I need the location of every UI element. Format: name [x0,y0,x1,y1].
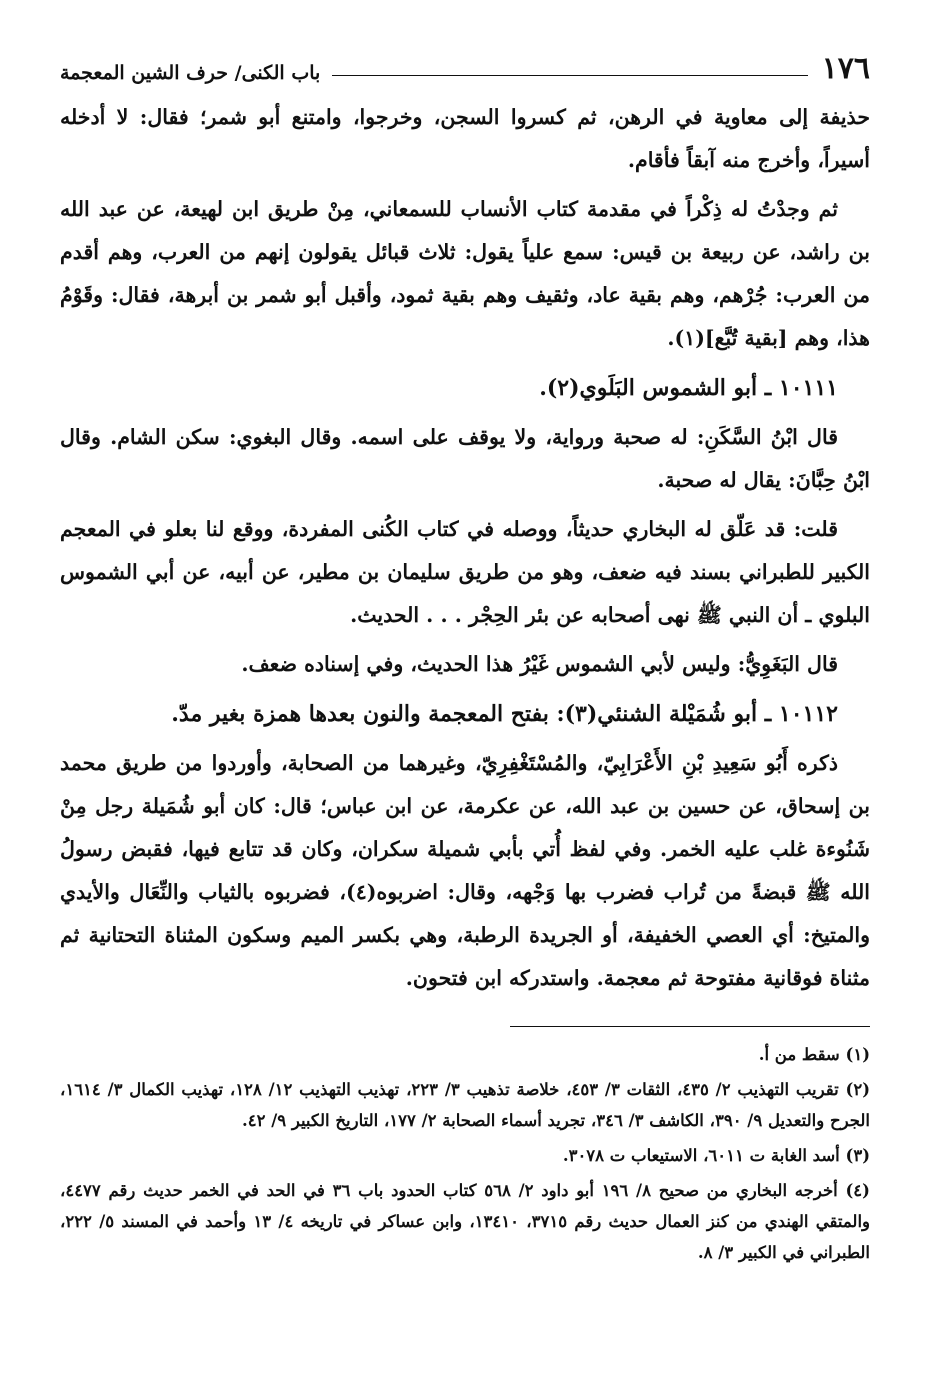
book-page [60,40,870,1272]
paragraph-continuation: حذيفة إلى معاوية في الرهن، ثم كسروا السجن، وخرجوا، وامتنع أبو شمر؛ فقال: لا أدخله أسيراً، وأخرج منه آبقاً فأقام. [60,105,870,172]
running-title: باب الكنى/ حرف الشين المعجمة [60,62,321,84]
paragraph-bukhari: قلت: قد عَلّق له البخاري حديثاً، ووصله في كتاب الكُنى المفردة، ووقع لنا بعلو في المعجم الكبير للطبراني بسند فيه ضعف، وهو من طريق سليمان بن مطير، عن أبيه، عن أبي الشموس البلوي ـ أن النبي ﷺ نهى أصحابه عن بئر الحِجْر . . . الحديث. [60,517,870,627]
page-number: ١٧٦ [821,51,870,86]
footnote-1: (١) سقط من أ. [758,1045,870,1064]
main-text [60,96,870,1000]
footnote-2: (٢) تقريب التهذيب ٢/ ٤٣٥، الثقات ٣/ ٤٥٣، خلاصة تذهيب ٣/ ٢٢٣، تهذيب التهذيب ١٢/ ١٢٨، تهذيب الكمال ٣/ ١٦١٤، الجرح والتعديل ٩/ ٣٩٠، الكاشف ٣/ ٣٤٦، تجريد أسماء الصحابة ٢/ ١٧٧، التاريخ الكبير ٩/ ٤٢. [60,1080,870,1130]
paragraph-abu-shumayla: ذكره أَبُو سَعِيدِ بْنِ الأَعْرَابِيّ، والمُسْتَغْفِرِيّ، وغيرهما من الصحابة، وأوردوا من طريق محمد بن إسحاق، عن حسين بن عبد الله، عن عكرمة، عن ابن عباس؛ قال: كان أبو شُمَيلة رجل مِنْ شَنُوءة غلب عليه الخمر. وفي لفظ أُتي بأبي شميلة سكران، وكان قد تتابع فيها، فقبض رسولُ الله ﷺ قبضةً من تُراب فضرب بها وَجْهه، وقال: اضربوه(٤)، فضربوه بالثياب والنِّعَال والأيدي والمتيخ: أي العصي الخفيفة، أو الجريدة الرطبة، وهي بكسر الميم وسكون المثناة التحتانية ثم مثناة فوقانية مفتوحة ثم معجمة. واستدركه ابن فتحون. [60,751,871,990]
paragraph-ansab-note: ثم وجدْتُ له ذِكْراً في مقدمة كتاب الأنساب للسمعاني، مِنْ طريق ابن لهيعة، عن عبد الله بن راشد، عن ربيعة بن قيس: سمع علياً يقول: ثلاث قبائل يقولون إنهم من العرب، وهم أقدم من العرب: جُرْهم، وهم بقية عاد، وثقيف وهم بقية ثمود، وأقبل أبو شمر بن أبرهة، فقال: وقَوْمُ هذا، وهم [بقية تُبَّع](١). [60,197,870,350]
entry-heading-10111: ١٠١١١ ـ أبو الشموس البَلَوي(٢). [539,375,838,401]
footnotes [60,1039,870,1268]
footnote-3: (٣) أسد الغابة ت ٦٠١١، الاستيعاب ت ٣٠٧٨. [562,1146,870,1165]
header-rule [332,75,807,76]
paragraph-baghawi: قال البَغَوِيُّ: وليس لأبي الشموس غَيْرُ هذا الحديث، وفي إسناده ضعف. [241,652,838,676]
footnote-4: (٤) أخرجه البخاري من صحيح ٨/ ١٩٦ أبو داود ٢/ ٥٦٨ كتاب الحدود باب ٣٦ في الحد في الخمر حديث رقم ٤٤٧٧، والمتقي الهندي من كنز العمال حديث رقم ٣٧١٥، ١٣٤١٠، وابن عساكر في تاريخه ٤/ ١٣ وأحمد في المسند ٥/ ٢٢٢، الطبراني في الكبير ٣/ ٨. [60,1181,871,1262]
running-header [60,40,870,84]
footnote-rule [510,1026,870,1027]
paragraph-ibn-sakan: قال ابْنُ السَّكَنِ: له صحبة ورواية، ولا يوقف على اسمه. وقال البغوي: سكن الشام. وقال ابْنُ حِبَّانَ: يقال له صحبة. [60,425,870,492]
entry-heading-10112: ١٠١١٢ ـ أبو شُمَيْلة الشنئي(٣): بفتح المعجمة والنون بعدها همزة بغير مدّ. [171,701,838,727]
